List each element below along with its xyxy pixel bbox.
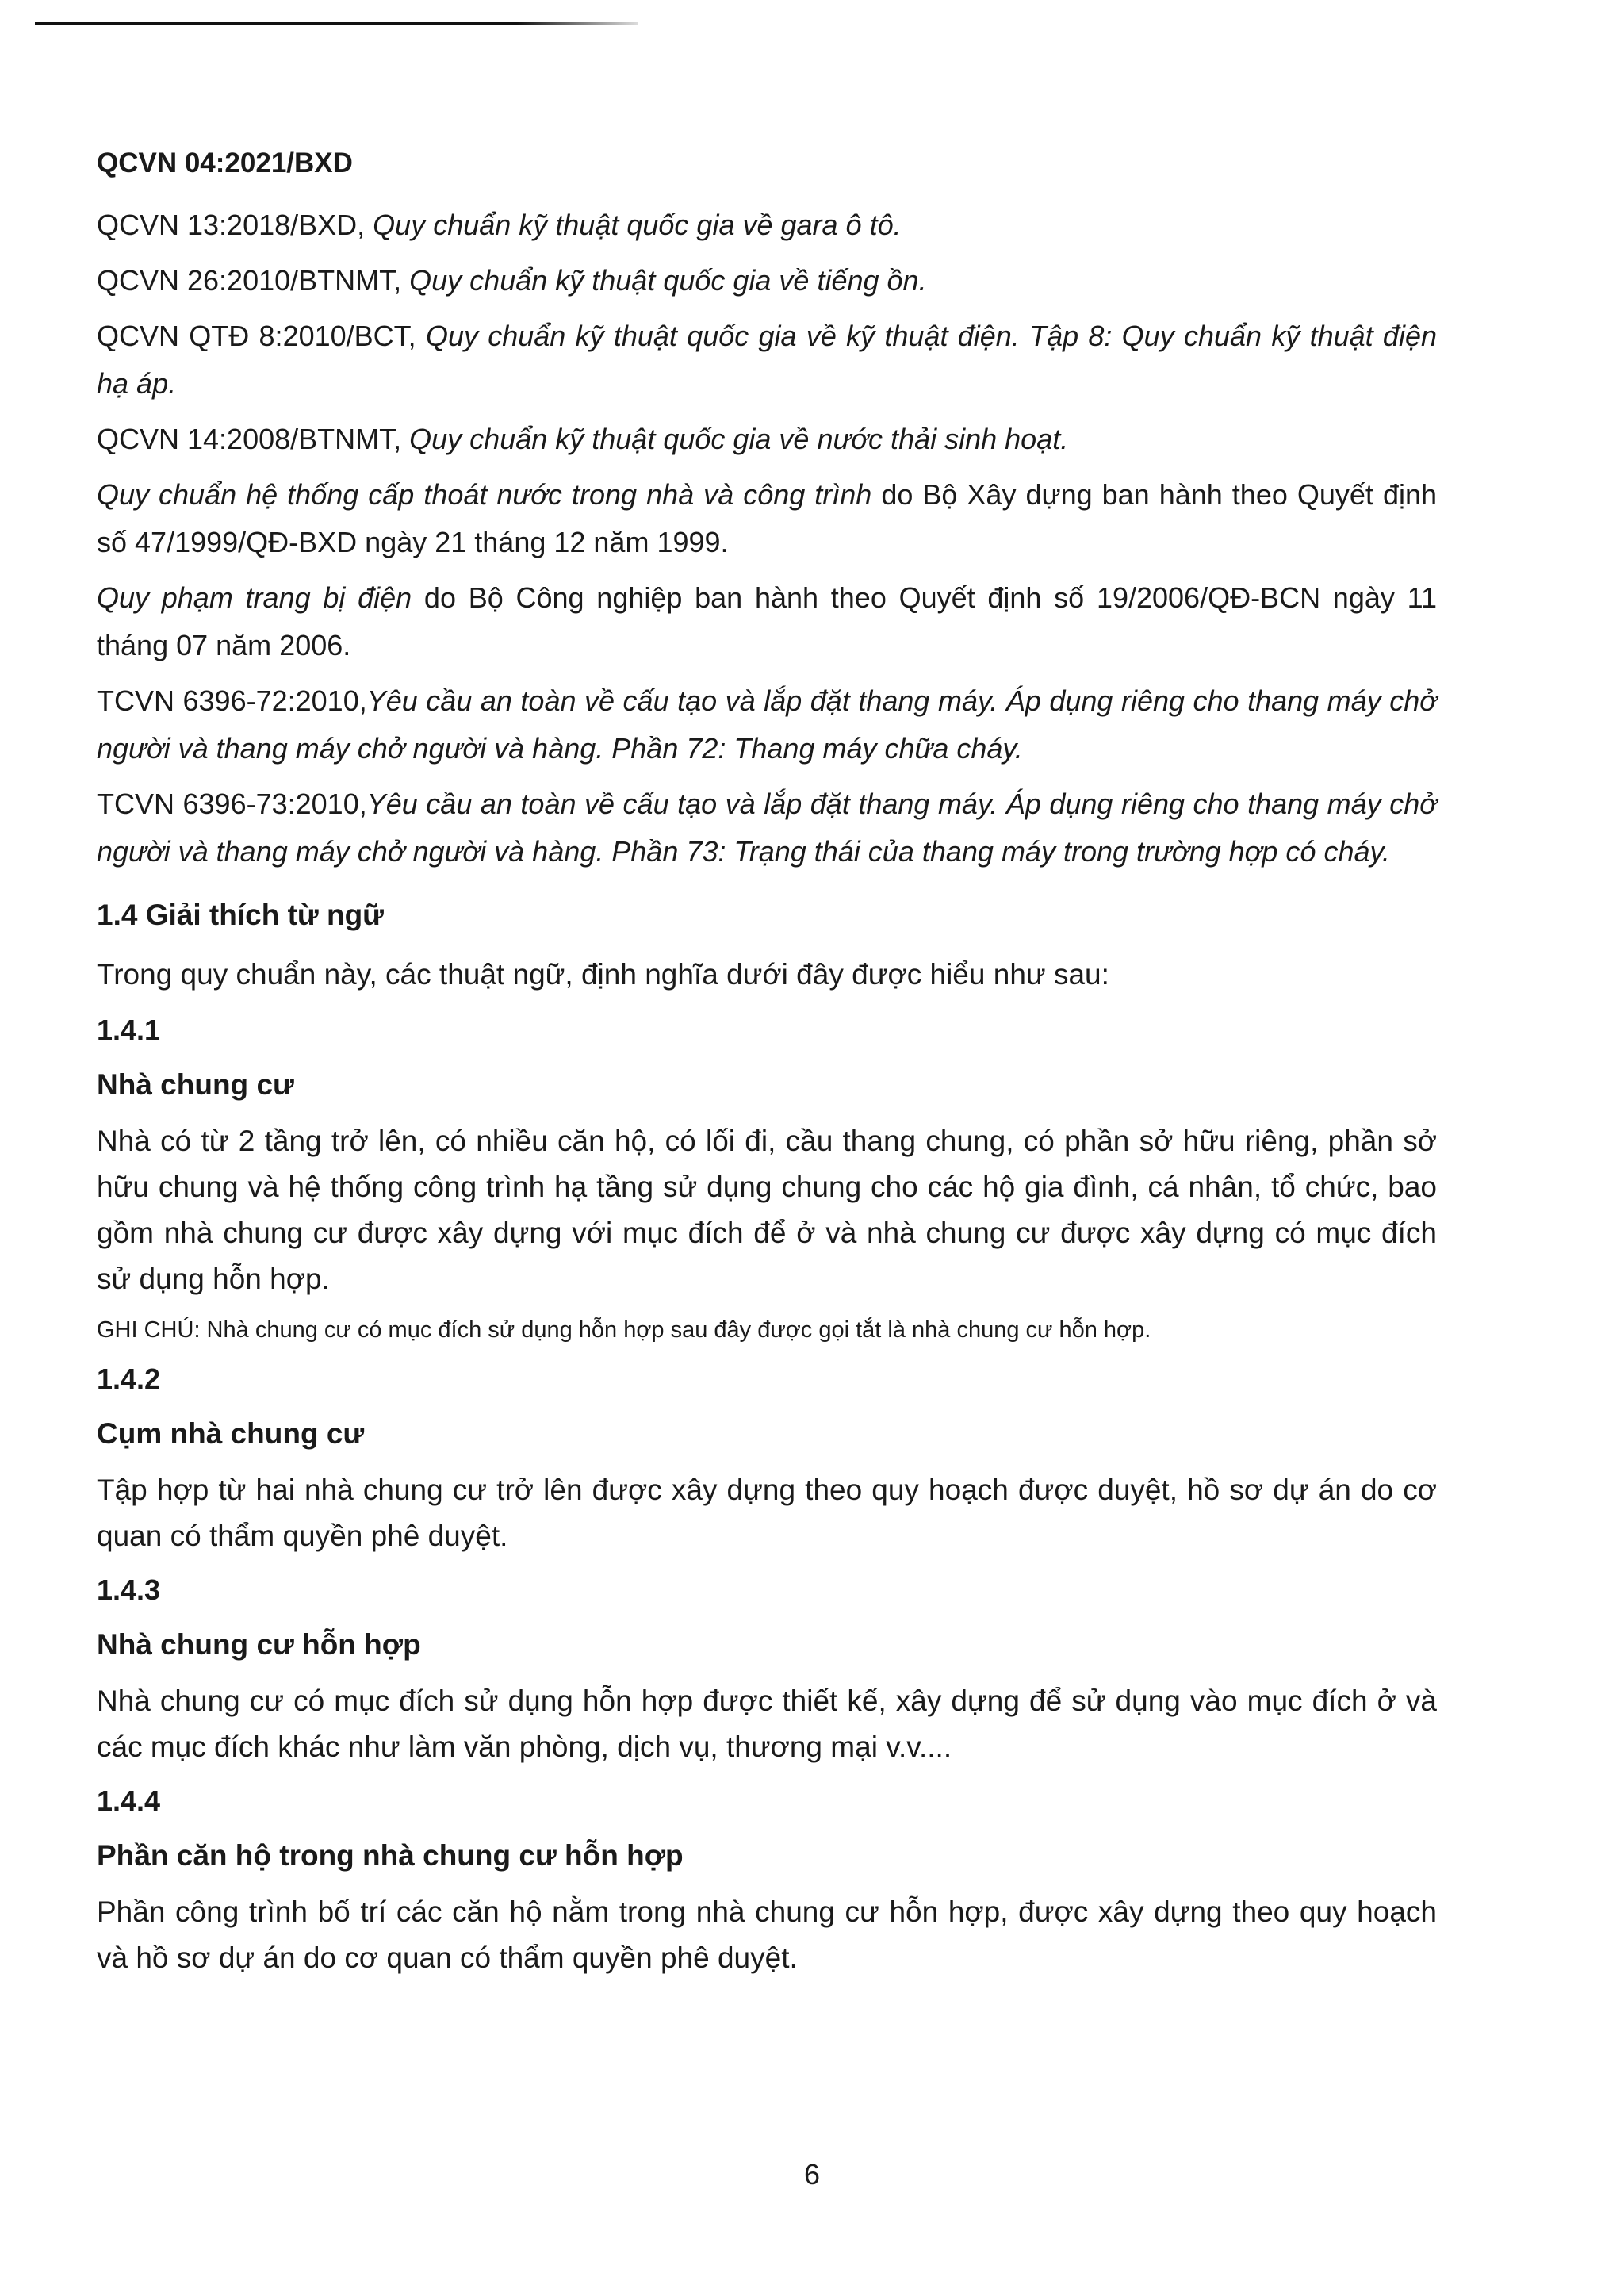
reference-title: Quy chuẩn kỹ thuật quốc gia về kỹ thuật điện. Tập 8: Quy chuẩn kỹ thuật điện hạ áp.: [97, 320, 1437, 400]
reference-title: Yêu cầu an toàn về cấu tạo và lắp đặt thang máy. Áp dụng riêng cho thang máy chở người và thang máy chở người và hàng. Phần 72: Thang máy chữa cháy.: [97, 684, 1437, 765]
reference-rest: do Bộ Xây dựng ban hành theo Quyết định số 47/1999/QĐ-BXD ngày 21 tháng 12 năm 1999.: [97, 478, 1437, 558]
reference-title: Quy chuẩn kỹ thuật quốc gia về tiếng ồn.: [409, 264, 927, 297]
page-number: 6: [803, 2158, 821, 2191]
reference-code: QCVN QTĐ 8:2010/BCT,: [97, 320, 426, 352]
reference-title: Quy phạm trang bị điện: [97, 581, 412, 614]
document-code: QCVN 04:2021/BXD: [97, 148, 353, 178]
term-name: Nhà chung cư hỗn hợp: [97, 1628, 421, 1661]
reference-code: TCVN 6396-72:2010,: [97, 684, 367, 717]
term-entry: [97, 1569, 1437, 1770]
term-number: 1.4.2: [97, 1363, 161, 1395]
reference-item: [97, 677, 1437, 772]
reference-rest: do Bộ Công nghiệp ban hành theo Quyết định số 19/2006/QĐ-BCN ngày 11 tháng 07 năm 2006.: [97, 581, 1437, 661]
term-name: Nhà chung cư: [97, 1068, 294, 1101]
term-entry: [97, 1780, 1437, 1981]
reference-title: Quy chuẩn kỹ thuật quốc gia về nước thải sinh hoạt.: [409, 423, 1069, 455]
reference-item: [97, 312, 1437, 408]
reference-code: QCVN 14:2008/BTNMT,: [97, 423, 410, 455]
reference-item: [97, 471, 1437, 566]
term-definition: Nhà có từ 2 tầng trở lên, có nhiều căn hộ, có lối đi, cầu thang chung, có phần sở hữu riêng, phần sở hữu chung và hệ thống công trình hạ tầng sử dụng chung cho các hộ gia đình, cá nhân, tổ chức, bao gồm nhà chung cư được xây dựng với mục đích để ở và nhà chung cư được xây dựng có mục đích sử dụng hỗn hợp.: [97, 1125, 1437, 1295]
term-entry: [97, 1009, 1437, 1348]
term-name: Cụm nhà chung cư: [97, 1417, 365, 1450]
section-intro: Trong quy chuẩn này, các thuật ngữ, định nghĩa dưới đây được hiểu như sau:: [97, 958, 1109, 991]
section-title: 1.4 Giải thích từ ngữ: [97, 899, 384, 931]
page-content: [97, 143, 1437, 1991]
reference-title: Quy chuẩn hệ thống cấp thoát nước trong nhà và công trình: [97, 478, 872, 511]
reference-item: [97, 416, 1437, 463]
term-number: 1.4.3: [97, 1573, 161, 1606]
term-entry: [97, 1358, 1437, 1559]
reference-item: [97, 574, 1437, 669]
header-rule: [35, 22, 638, 25]
reference-item: [97, 257, 1437, 305]
reference-code: QCVN 13:2018/BXD,: [97, 209, 373, 241]
term-name: Phần căn hộ trong nhà chung cư hỗn hợp: [97, 1839, 684, 1872]
term-number: 1.4.4: [97, 1784, 161, 1817]
reference-code: TCVN 6396-73:2010,: [97, 788, 367, 820]
term-definition: Phần công trình bố trí các căn hộ nằm trong nhà chung cư hỗn hợp, được xây dựng theo quy hoạch và hồ sơ dự án do cơ quan có thẩm quyền phê duyệt.: [97, 1895, 1437, 1974]
term-definition: Nhà chung cư có mục đích sử dụng hỗn hợp được thiết kế, xây dựng để sử dụng vào mục đích ở và các mục đích khác như làm văn phòng, dịch vụ, thương mại v.v....: [97, 1685, 1437, 1763]
term-note: GHI CHÚ: Nhà chung cư có mục đích sử dụng hỗn hợp sau đây được gọi tắt là nhà chung cư hỗn hợp.: [97, 1317, 1151, 1343]
reference-item: [97, 780, 1437, 876]
term-number: 1.4.1: [97, 1014, 161, 1046]
reference-item: [97, 201, 1437, 249]
reference-title: Yêu cầu an toàn về cấu tạo và lắp đặt thang máy. Áp dụng riêng cho thang máy chở người và thang máy chở người và hàng. Phần 73: Trạng thái của thang máy trong trường hợp có cháy.: [97, 788, 1437, 868]
reference-code: QCVN 26:2010/BTNMT,: [97, 264, 410, 297]
term-definition: Tập hợp từ hai nhà chung cư trở lên được xây dựng theo quy hoạch được duyệt, hồ sơ dự án do cơ quan có thẩm quyền phê duyệt.: [97, 1474, 1437, 1552]
reference-list: [97, 201, 1437, 876]
reference-title: Quy chuẩn kỹ thuật quốc gia về gara ô tô.: [373, 209, 902, 241]
